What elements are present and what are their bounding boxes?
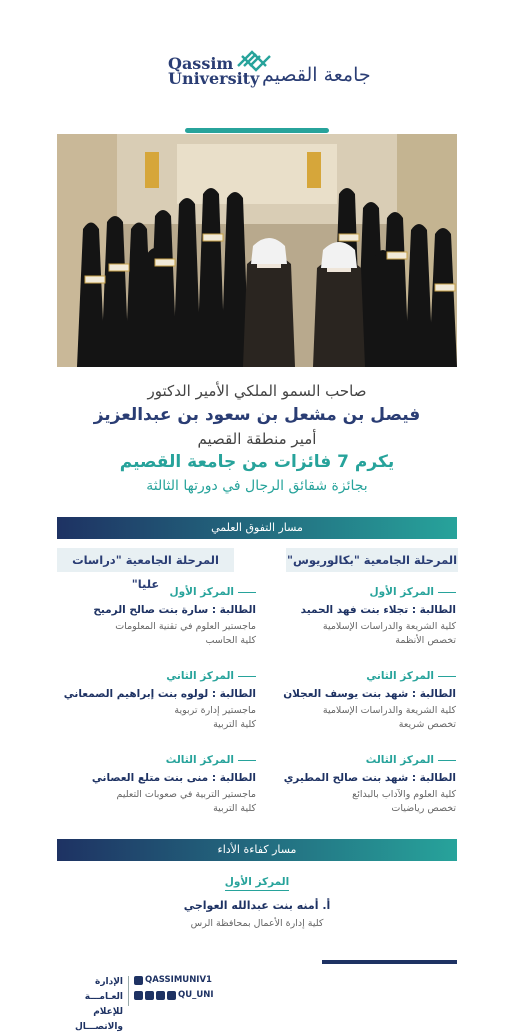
- rank-label: المركز الأول: [301, 586, 456, 598]
- headline-line-3: أمير منطقة القصيم: [197, 430, 317, 448]
- section-performance-efficiency: مسار كفاءة الأداء: [57, 839, 457, 861]
- headline-line-5: بجائزة شقائق الرجال في دورتها الثالثة: [146, 478, 368, 494]
- headline-line-4: يكرم 7 فائزات من جامعة القصيم: [119, 452, 395, 472]
- accent-bar: [185, 128, 329, 133]
- rank-divider: [238, 592, 256, 593]
- rank-divider: [238, 760, 256, 761]
- rank-divider: [238, 676, 256, 677]
- graduate-entry-3: [92, 754, 256, 816]
- college: كلية التربية: [213, 719, 256, 730]
- college: كلية الحاسب: [205, 635, 256, 646]
- rank-divider: [438, 760, 456, 761]
- social-handle-row-2[interactable]: QU_UNI: [134, 990, 214, 1000]
- footer-separator: [128, 976, 129, 1006]
- headline-line-2: فيصل بن مشعل بن سعود بن عبدالعزيز: [93, 405, 421, 425]
- performance-entry: [0, 870, 514, 929]
- major: تخصص رياضيات: [391, 803, 456, 814]
- rank-label: المركز الأول: [93, 586, 256, 598]
- graduate-entry-1: [93, 586, 256, 648]
- staff-name: أ. أمنه بنت عبدالله العواجي: [183, 899, 331, 912]
- rank-label: المركز الثالث: [284, 754, 456, 766]
- student-name: الطالبة : منى بنت متلع العصاني: [91, 772, 256, 784]
- footer-divider: [322, 960, 457, 964]
- snapchat-icon: [167, 991, 176, 1000]
- rank-divider: [438, 676, 456, 677]
- media-administration: الإدارة العـامـــة للإعلام والاتصـــال: [74, 977, 123, 1032]
- student-name: الطالبة : شهد بنت صالح المطيري: [283, 772, 456, 784]
- rank-divider: [438, 592, 456, 593]
- ceremony-photo: [57, 134, 457, 367]
- rank-label: المركز الثاني: [283, 670, 456, 682]
- student-name: الطالبة : شهد بنت يوسف العجلان: [283, 688, 456, 700]
- college: كلية إدارة الأعمال بمحافظة الرس: [190, 918, 324, 929]
- student-name: الطالبة : سارة بنت صالح الرميح: [93, 604, 256, 616]
- facebook-icon: [134, 991, 143, 1000]
- twitter-icon: [134, 976, 143, 985]
- college: كلية العلوم والآداب بالبدائع: [352, 789, 456, 800]
- bachelor-entry-1: [301, 586, 456, 648]
- major: تخصص شريعة: [398, 719, 456, 730]
- social-handle-row-1[interactable]: QASSIMUNIV1: [134, 975, 212, 985]
- degree: ماجستير العلوم في تقنية المعلومات: [115, 621, 256, 632]
- degree: ماجستير التربية في صعوبات التعليم: [116, 789, 256, 800]
- headline-line-1: صاحب السمو الملكي الأمير الدكتور: [147, 382, 367, 400]
- major: تخصص الأنظمة: [395, 635, 456, 646]
- student-name: الطالبة : تجلاء بنت فهد الحميد: [300, 604, 456, 616]
- youtube-icon: [145, 991, 154, 1000]
- university-logo: [0, 40, 514, 100]
- bachelor-entry-3: [284, 754, 456, 816]
- instagram-icon: [156, 991, 165, 1000]
- logo-arabic: جامعة القصيم: [262, 64, 371, 86]
- logo-english: Qassim University: [168, 54, 260, 88]
- rank-label: المركز الثالث: [92, 754, 256, 766]
- bachelor-entry-2: [283, 670, 456, 732]
- degree: ماجستير إدارة تربوية: [174, 705, 256, 716]
- student-name: الطالبة : لولوه بنت إبراهيم الصمعاني: [63, 688, 256, 700]
- section-scientific-excellence: مسار التفوق العلمي: [57, 517, 457, 539]
- graduate-heading: المرحلة الجامعية "دراسات عليا": [57, 548, 234, 572]
- graduate-entry-2: [64, 670, 256, 732]
- college: كلية الشريعة والدراسات الإسلامية: [322, 705, 456, 716]
- rank-label: المركز الثاني: [64, 670, 256, 682]
- college: كلية الشريعة والدراسات الإسلامية: [322, 621, 456, 632]
- college: كلية التربية: [213, 803, 256, 814]
- rank-label: المركز الأول: [225, 876, 289, 891]
- bachelor-heading: المرحلة الجامعية "بكالوريوس": [286, 548, 458, 572]
